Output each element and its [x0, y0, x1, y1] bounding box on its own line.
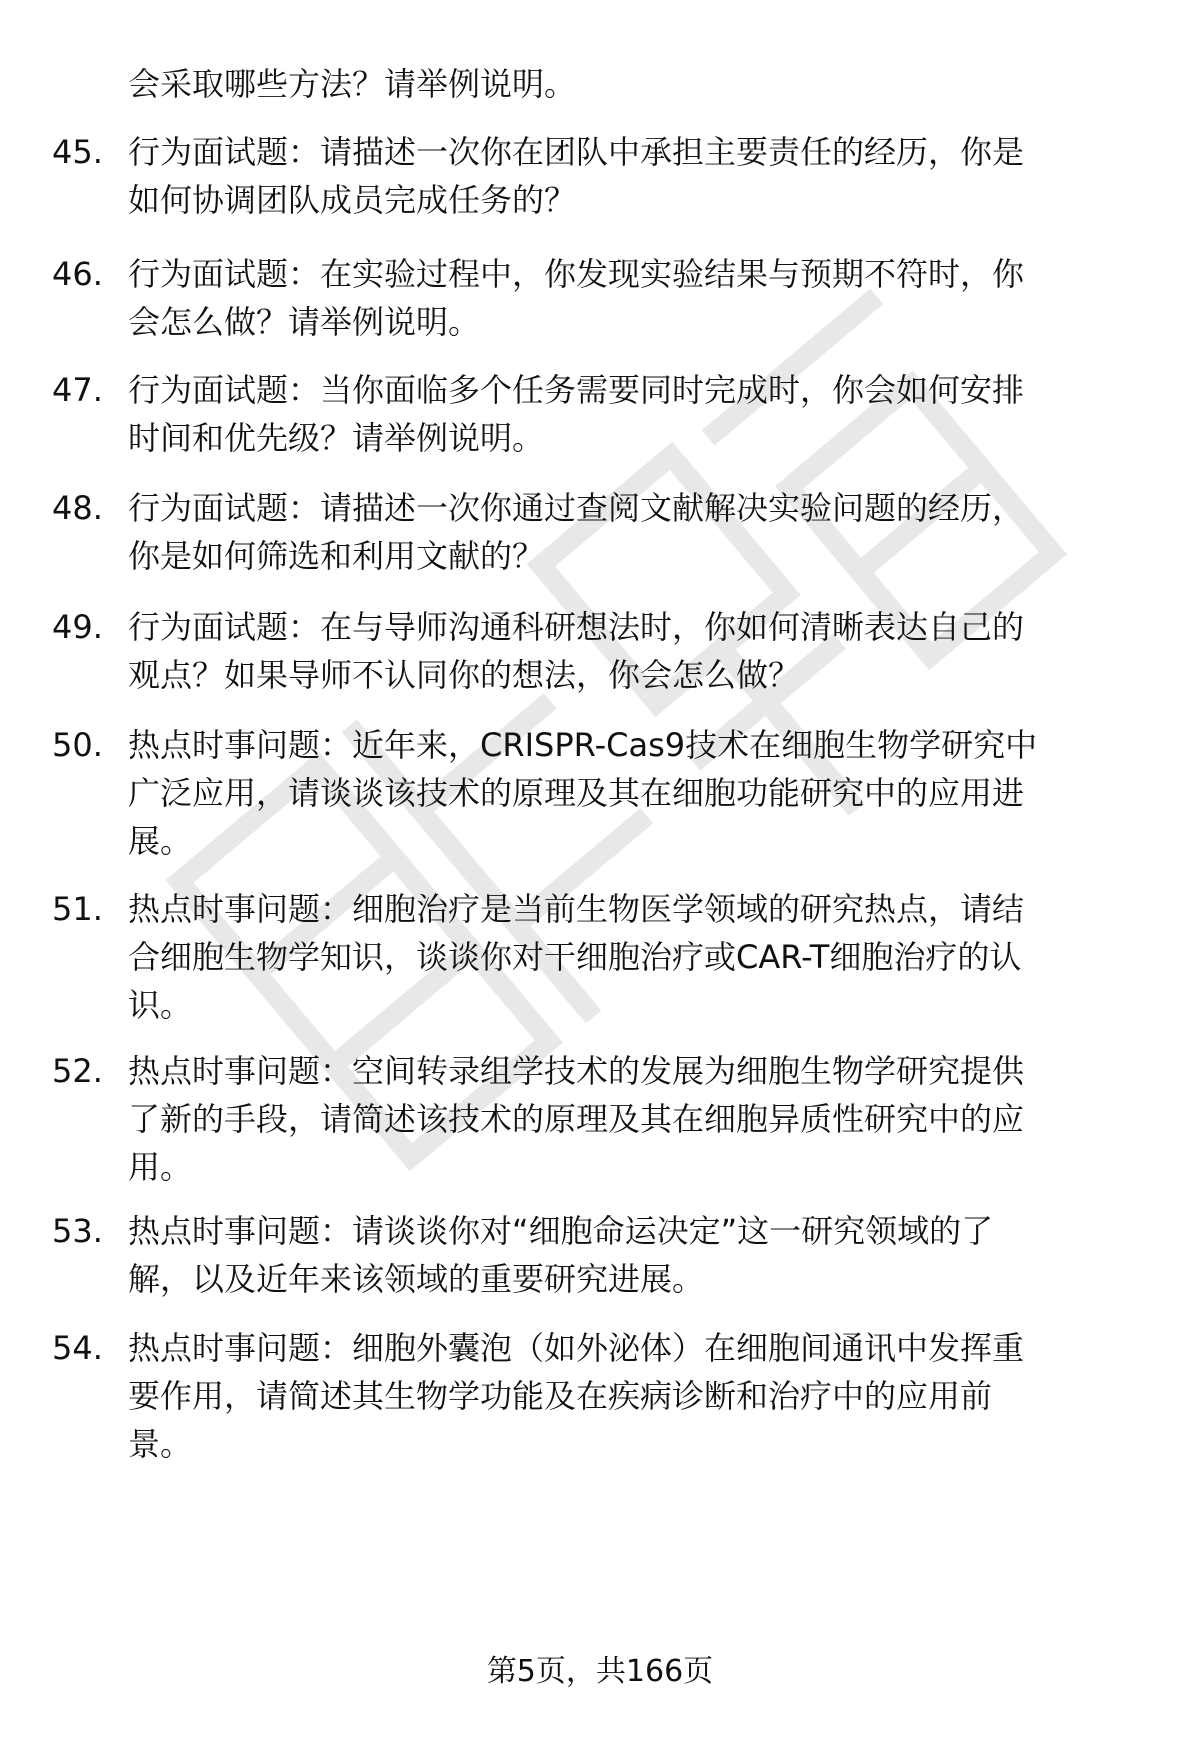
- item-number: 48.: [52, 489, 103, 527]
- item-text: 行为面试题：请描述一次你通过查阅文献解决实验问题的经历， 你是如何筛选和利用文献的？: [128, 489, 1025, 575]
- item-text: 行为面试题：请描述一次你在团队中承担主要责任的经历，你是 如何协调团队成员完成任务的？: [128, 133, 1025, 219]
- page-footer: 第5页，共166页: [486, 1654, 714, 1689]
- item-text: 热点时事问题：近年来，CRISPR-Cas9技术在细胞生物学研究中 广泛应用，请谈谈该技术的原理及其在细胞功能研究中的应用进 展。: [128, 726, 1038, 860]
- item-number: 54.: [52, 1329, 103, 1367]
- continuation-text: 会采取哪些方法？请举例说明。: [128, 65, 577, 103]
- item-text: 热点时事问题：空间转录组学技术的发展为细胞生物学研究提供 了新的手段，请简述该技术的原理及其在细胞异质性研究中的应 用。: [128, 1052, 1025, 1186]
- item-text: 行为面试题：在实验过程中，你发现实验结果与预期不符时，你 会怎么做？请举例说明。: [128, 255, 1025, 341]
- item-number: 51.: [52, 890, 103, 928]
- item-number: 46.: [52, 255, 103, 293]
- item-number: 53.: [52, 1212, 103, 1250]
- item-number: 47.: [52, 371, 103, 409]
- item-number: 52.: [52, 1052, 103, 1090]
- item-text: 热点时事问题：细胞外囊泡（如外泌体）在细胞间通讯中发挥重 要作用，请简述其生物学功能及在疾病诊断和治疗中的应用前 景。: [128, 1329, 1025, 1463]
- item-number: 45.: [52, 133, 103, 171]
- item-text: 行为面试题：在与导师沟通科研想法时，你如何清晰表达自己的 观点？如果导师不认同你的想法，你会怎么做？: [128, 608, 1025, 694]
- item-text: 热点时事问题：细胞治疗是当前生物医学领域的研究热点，请结 合细胞生物学知识，谈谈你对干细胞治疗或CAR-T细胞治疗的认 识。: [128, 890, 1025, 1024]
- item-text: 行为面试题：当你面临多个任务需要同时完成时，你会如何安排 时间和优先级？请举例说明。: [128, 371, 1025, 457]
- item-number: 49.: [52, 608, 103, 646]
- item-text: 热点时事问题：请谈谈你对“细胞命运决定”这一研究领域的了 解，以及近年来该领域的重要研究进展。: [128, 1212, 994, 1298]
- item-number: 50.: [52, 726, 103, 764]
